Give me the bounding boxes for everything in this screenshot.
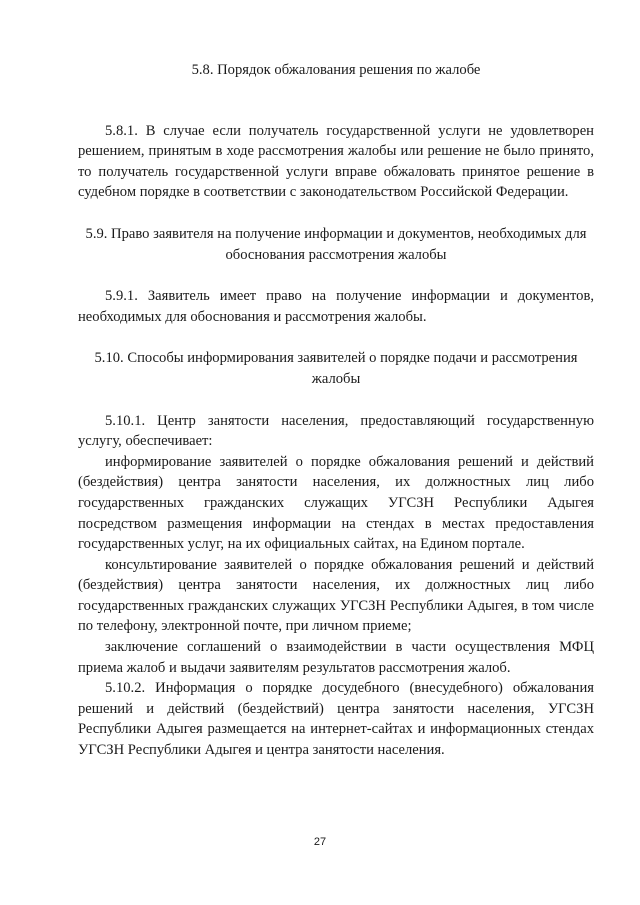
list-item-agreements: заключение соглашений о взаимодействии в части осуществления МФЦ приема жалоб и выдачи заявителям результатов рассмотрения жалоб. bbox=[78, 639, 594, 676]
document-page bbox=[78, 60, 594, 761]
list-item-informing: информирование заявителей о порядке обжалования решений и действий (бездействия) центра занятости населения, их должностных лиц либо государственных гражданских служащих УГСЗН Республики Адыгея посредством размещения информации на стендах в местах предоставления государственных услуг, на их официальных сайтах, на Едином портале. bbox=[78, 453, 594, 553]
spacer bbox=[78, 81, 594, 101]
page-number: 27 bbox=[313, 836, 327, 848]
section-5-10-heading: 5.10. Способы информирования заявителей о порядке подачи и рассмотрения жалобы bbox=[94, 350, 578, 387]
spacer bbox=[78, 203, 594, 224]
spacer bbox=[78, 390, 594, 411]
spacer bbox=[78, 327, 594, 348]
paragraph-5-10-1: 5.10.1. Центр занятости населения, предоставляющий государственную услугу, обеспечивает: bbox=[78, 412, 594, 450]
spacer bbox=[78, 265, 594, 286]
section-5-9-heading: 5.9. Право заявителя на получение информации и документов, необходимых для обоснования рассмотрения жалобы bbox=[85, 225, 587, 263]
spacer bbox=[78, 101, 594, 121]
list-item-consulting: консультирование заявителей о порядке обжалования решений и действий (бездействия) центра занятости населения, их должностных лиц либо государственных гражданских служащих УГСЗН Республики Адыгея, в том числе по телефону, электронной почте, при личном приеме; bbox=[78, 556, 594, 635]
section-5-8-heading: 5.8. Порядок обжалования решения по жалобе bbox=[191, 62, 481, 78]
paragraph-5-10-2: 5.10.2. Информация о порядке досудебного (внесудебного) обжалования решений и действий (бездействий) центра занятости населения, УГСЗН Республики Адыгея размещается на интернет-сайтах и информационных стендах УГСЗН Республики Адыгея и центра занятости населения. bbox=[78, 680, 594, 759]
paragraph-5-8-1: 5.8.1. В случае если получатель государственной услуги не удовлетворен решением, принятым в ходе рассмотрения жалобы или решение не было принято, то получатель государственной услуги вправе обжаловать принятое решение в судебном порядке в соответствии с законодательством Российской Федерации. bbox=[78, 122, 594, 201]
paragraph-5-9-1: 5.9.1. Заявитель имеет право на получение информации и документов, необходимых для обоснования и рассмотрения жалобы. bbox=[78, 288, 594, 325]
